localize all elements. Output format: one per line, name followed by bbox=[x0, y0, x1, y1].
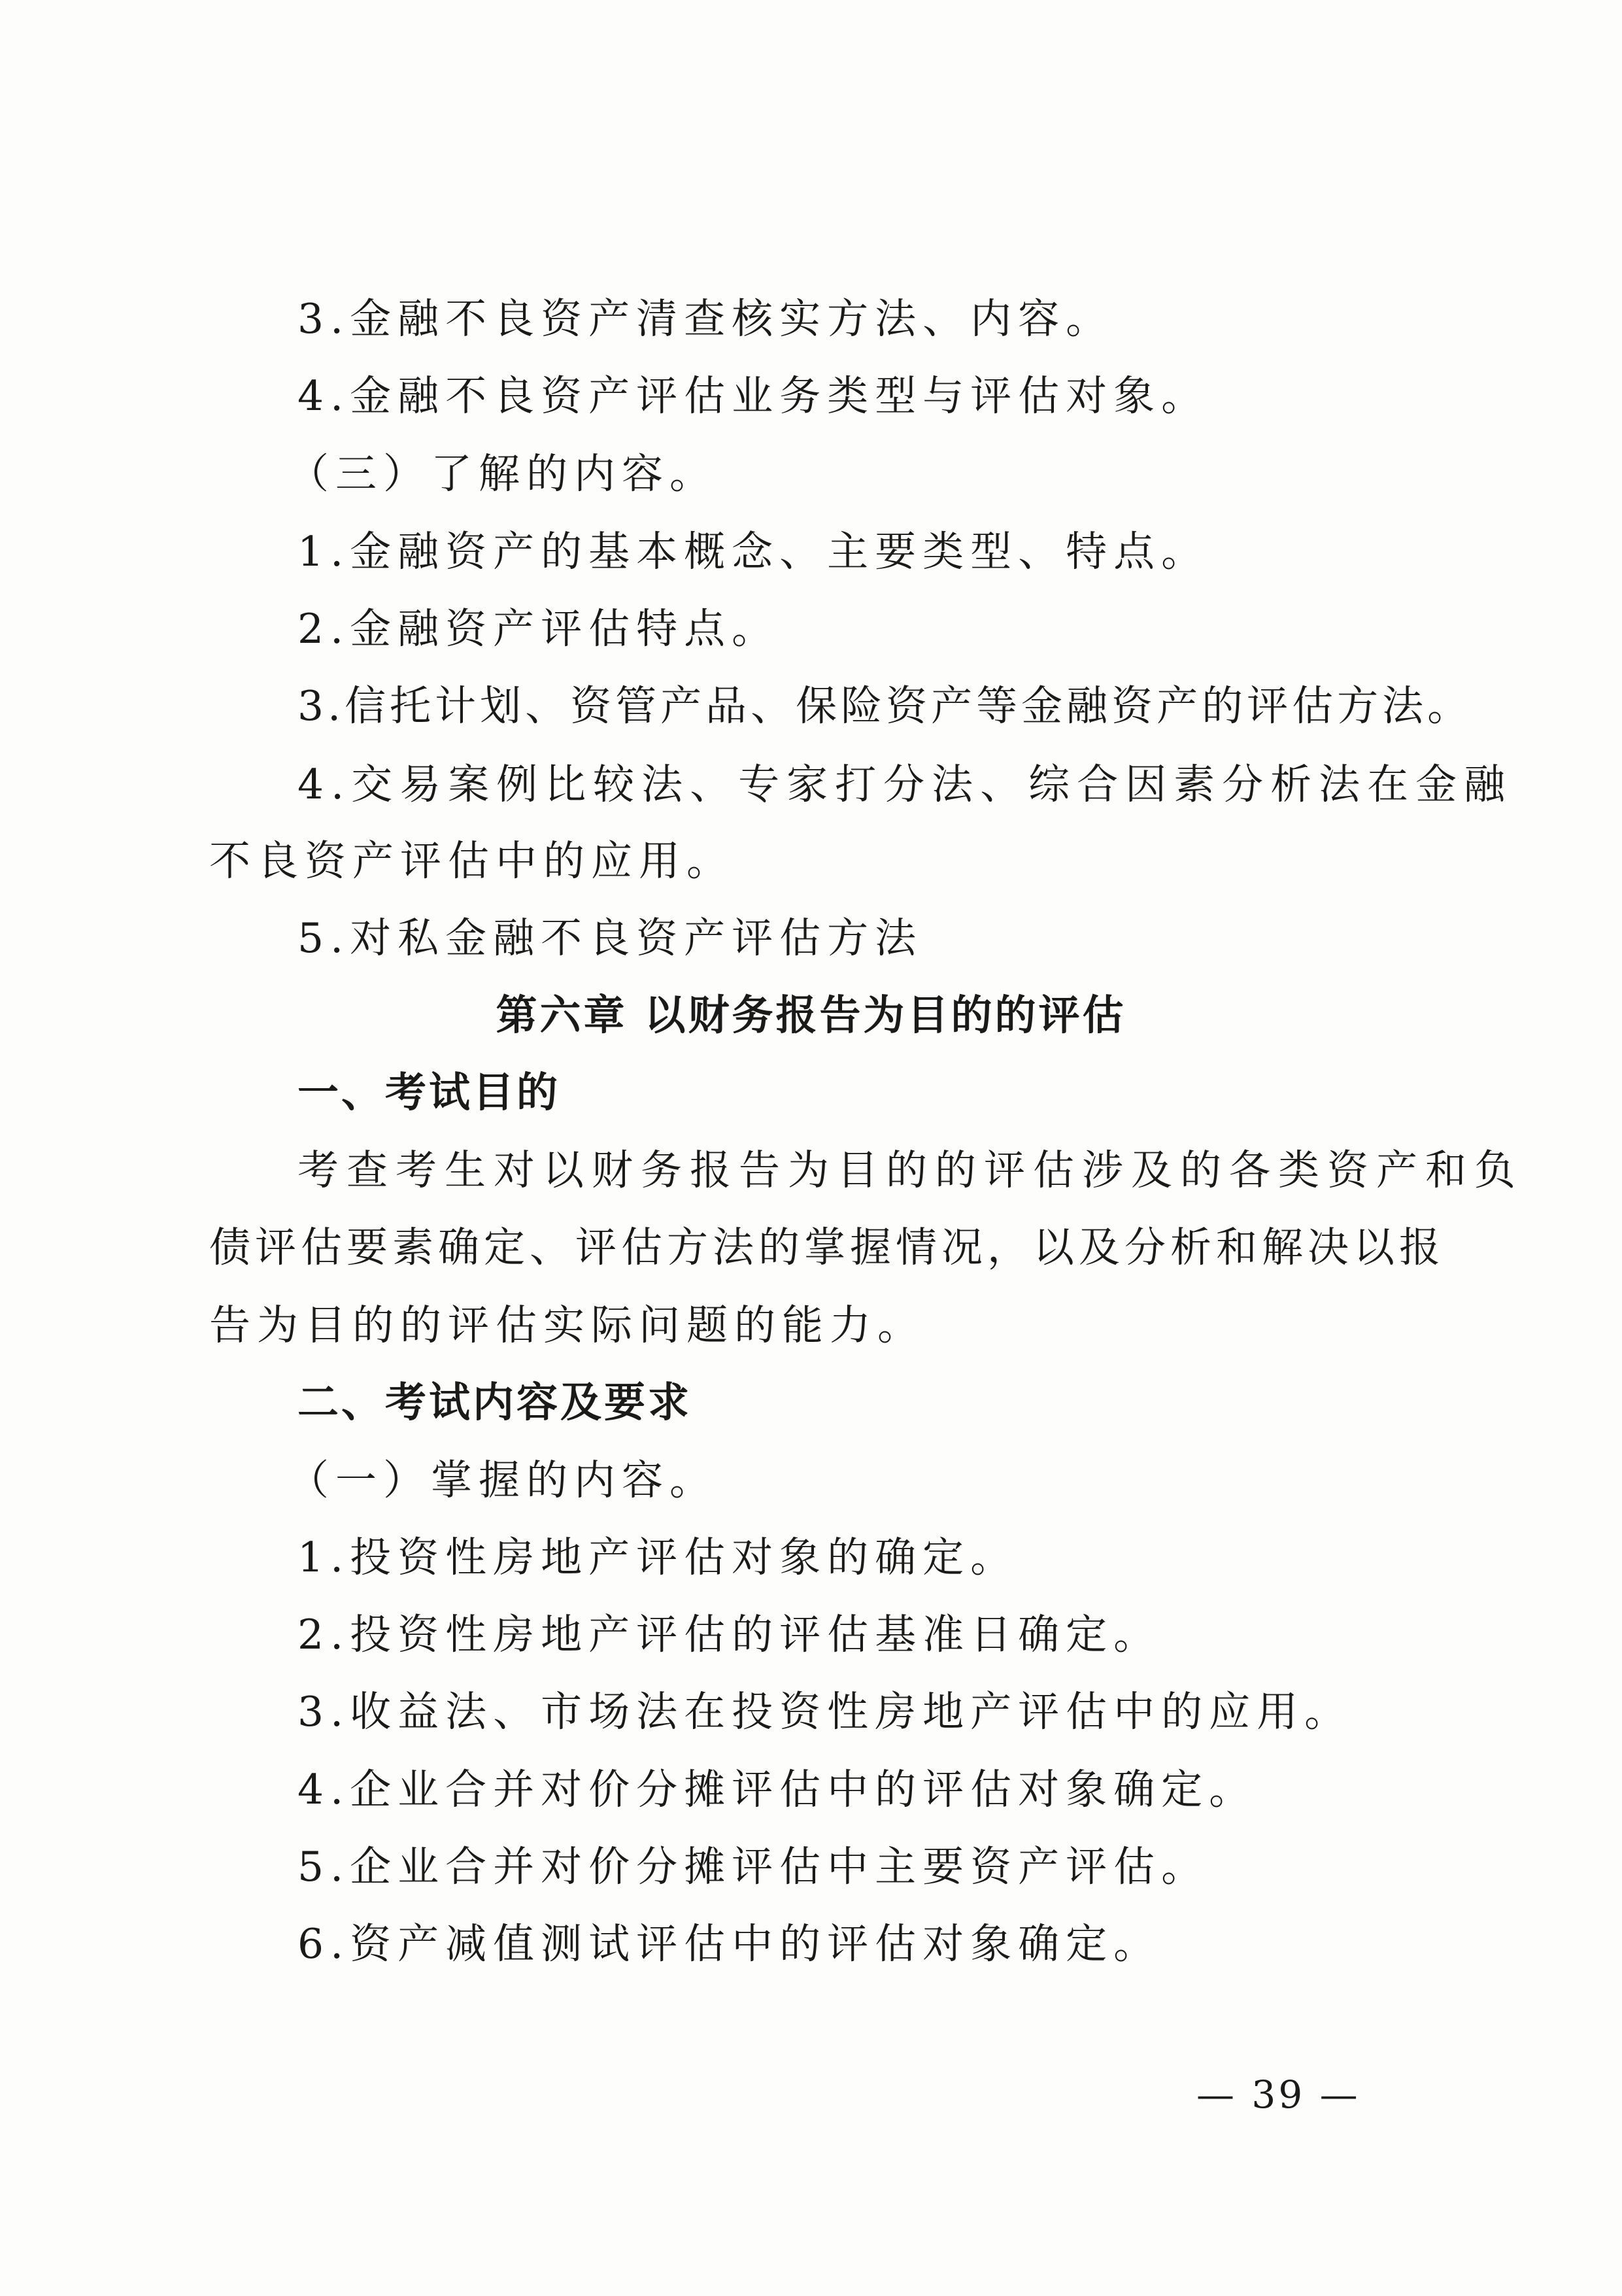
list-item: 5.对私金融不良资产评估方法 bbox=[297, 914, 923, 962]
page-number: — 39 — bbox=[1196, 2072, 1360, 2117]
list-item: 2.投资性房地产评估的评估基准日确定。 bbox=[297, 1611, 1162, 1658]
list-item: 3.收益法、市场法在投资性房地产评估中的应用。 bbox=[297, 1688, 1353, 1736]
list-item: 4.金融不良资产评估业务类型与评估对象。 bbox=[297, 372, 1209, 420]
paragraph-line: 考查考生对以财务报告为目的的评估涉及的各类资产和负 bbox=[297, 1146, 1523, 1194]
list-item: 6.资产减值测试评估中的评估对象确定。 bbox=[297, 1920, 1162, 1968]
chapter-title: 第六章 以财务报告为目的的评估 bbox=[496, 991, 1126, 1039]
section-heading: 一、考试目的 bbox=[297, 1069, 560, 1116]
list-item: 2.金融资产评估特点。 bbox=[297, 605, 780, 653]
list-item-continuation: 不良资产评估中的应用。 bbox=[209, 837, 734, 885]
section-heading: 二、考试内容及要求 bbox=[297, 1379, 692, 1426]
list-item: 4.企业合并对价分摊评估中的评估对象确定。 bbox=[297, 1766, 1257, 1813]
paragraph-line: 告为目的的评估实际问题的能力。 bbox=[209, 1301, 925, 1349]
paragraph-line: 债评估要素确定、评估方法的掌握情况，以及分析和解决以报 bbox=[209, 1224, 1445, 1271]
sub-heading: （三）了解的内容。 bbox=[288, 450, 717, 498]
list-item: 5.企业合并对价分摊评估中主要资产评估。 bbox=[297, 1843, 1209, 1891]
list-item: 4.交易案例比较法、专家打分法、综合因素分析法在金融 bbox=[297, 761, 1513, 808]
list-item: 1.金融资产的基本概念、主要类型、特点。 bbox=[297, 528, 1209, 575]
list-item: 3.金融不良资产清查核实方法、内容。 bbox=[297, 295, 1114, 343]
list-item: 3.信托计划、资管产品、保险资产等金融资产的评估方法。 bbox=[297, 682, 1473, 730]
sub-heading: （一）掌握的内容。 bbox=[288, 1456, 717, 1504]
list-item: 1.投资性房地产评估对象的确定。 bbox=[297, 1534, 1019, 1581]
